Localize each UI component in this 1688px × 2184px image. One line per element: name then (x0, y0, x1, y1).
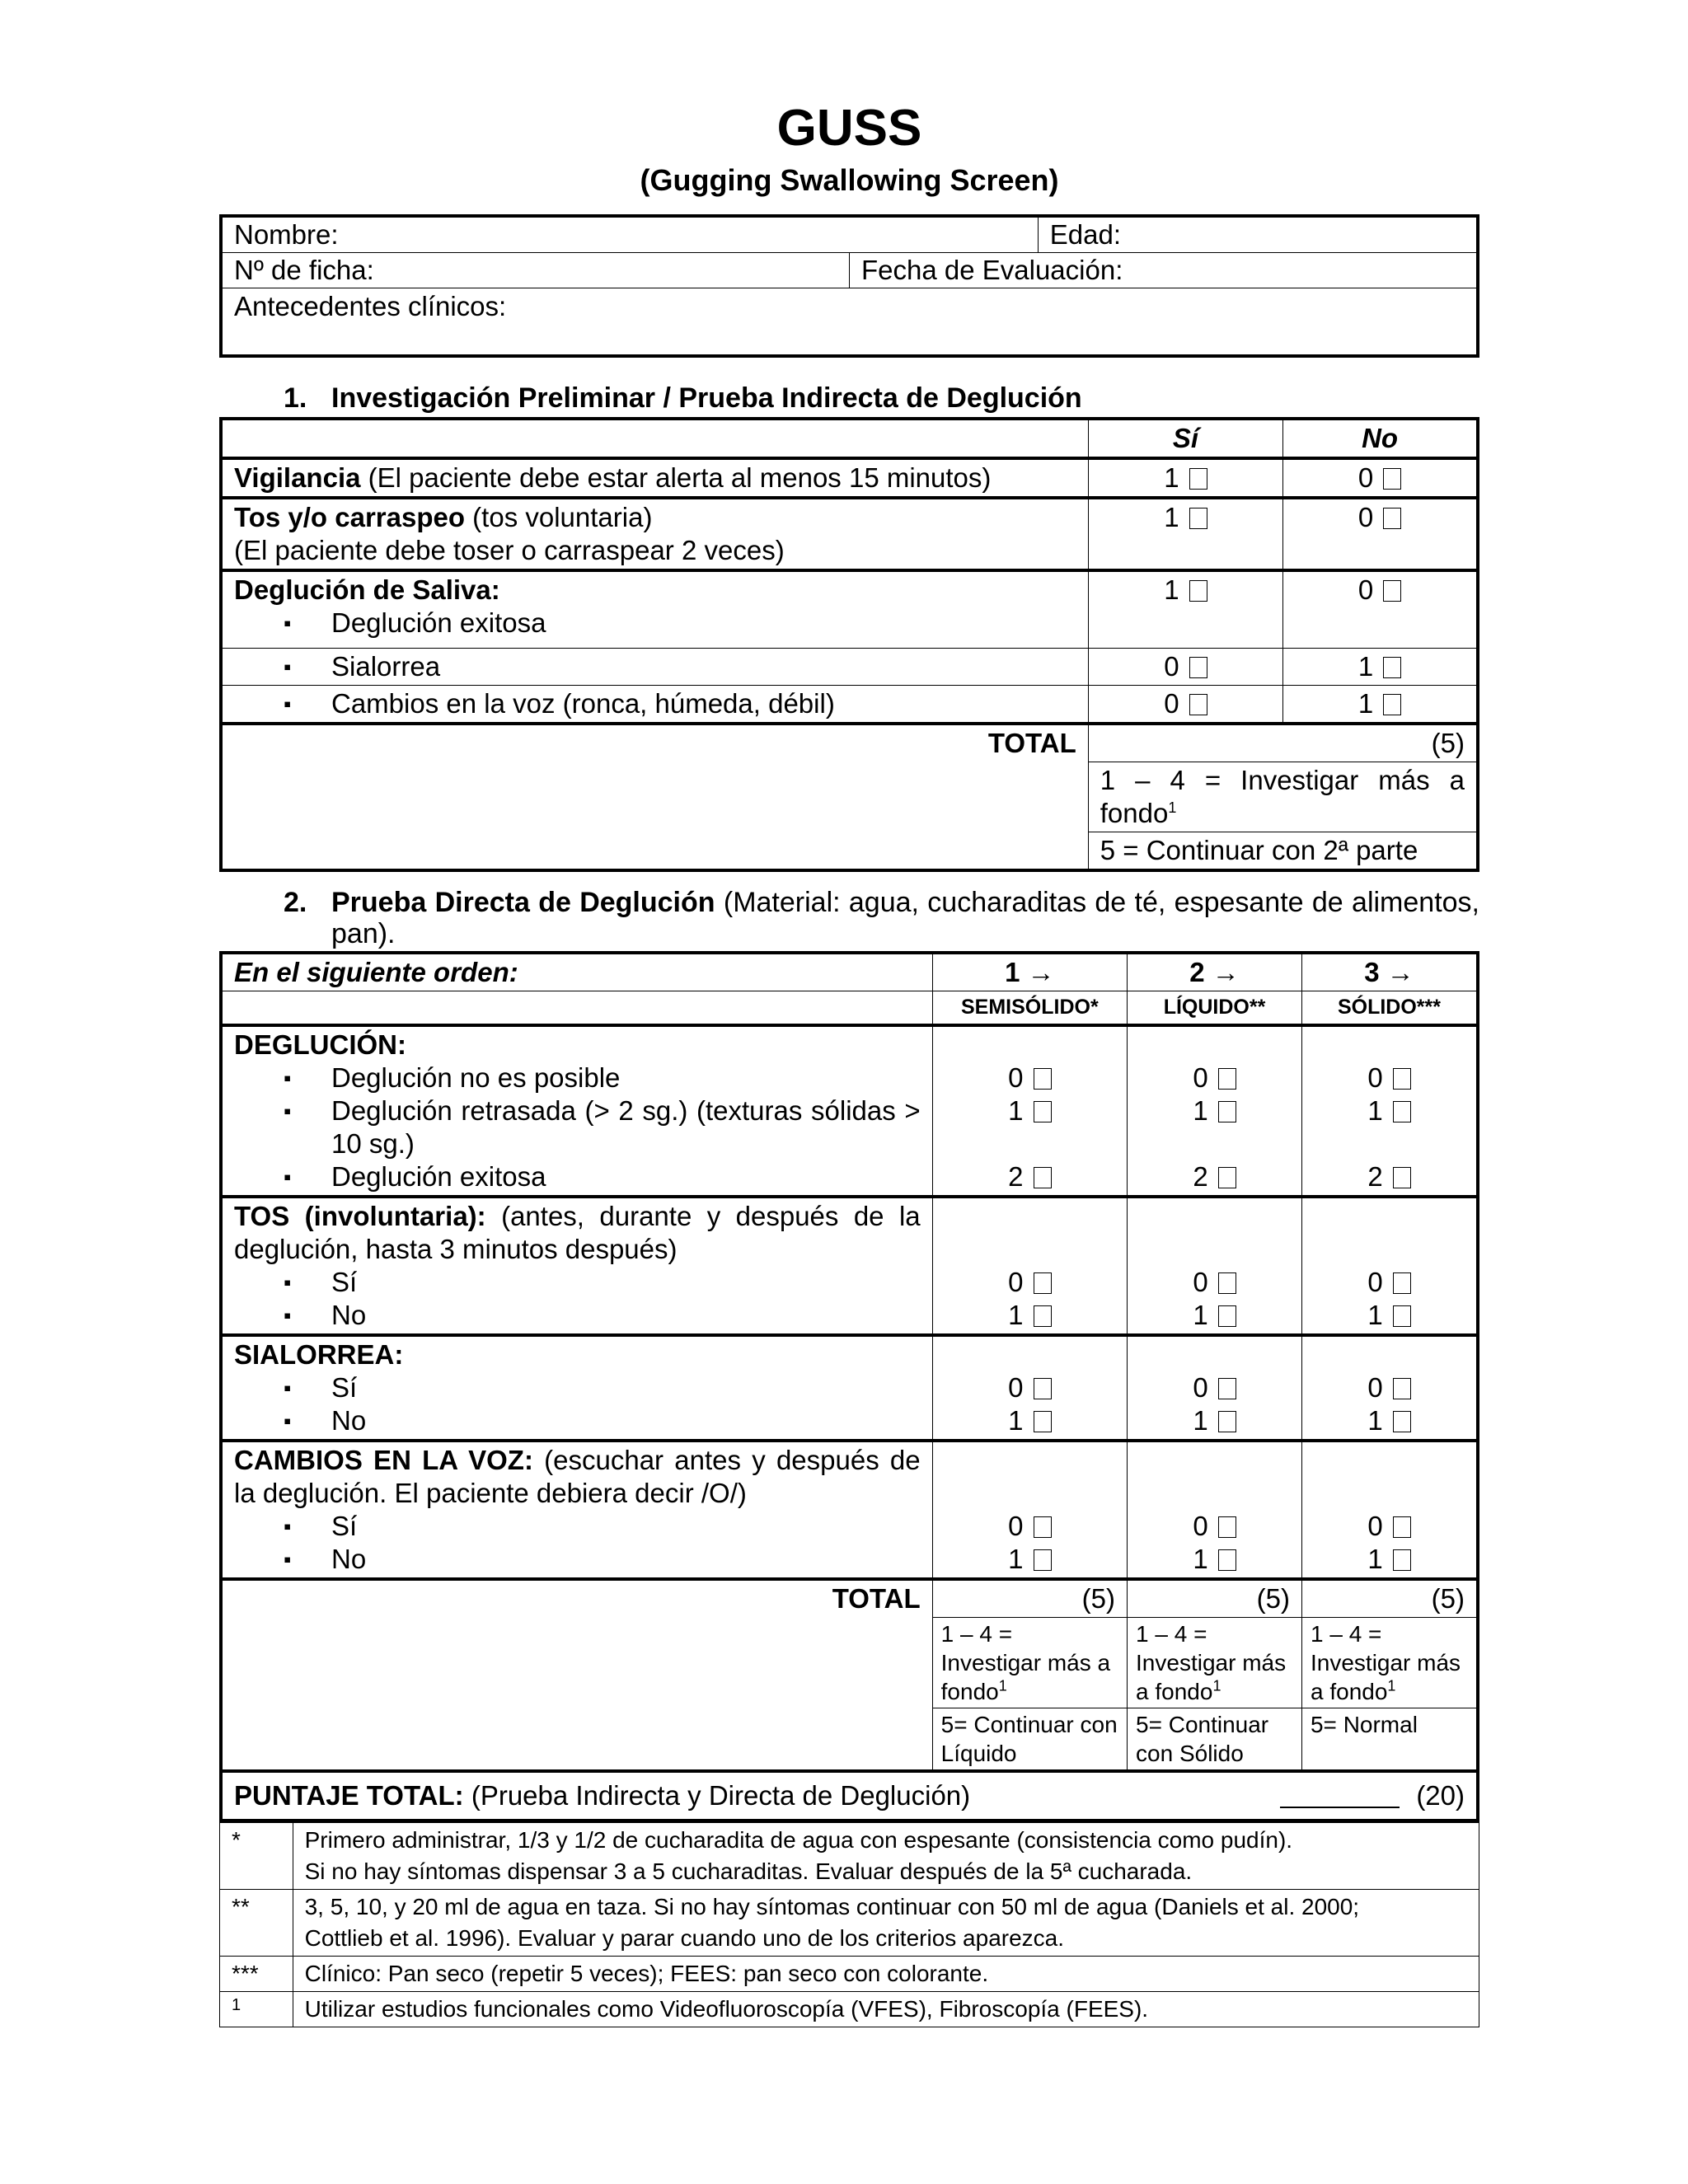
s1-voz-si[interactable]: 0 (1088, 686, 1282, 724)
checkbox-icon[interactable] (1393, 1101, 1411, 1122)
footnote-text-1: Primero administrar, 1/3 y 1/2 de cucharadita de agua con espesante (consistencia como pudín). Si no hay síntomas dispensar 3 a 5 cucharaditas. Evaluar después de la 5ª cucharada. (293, 1823, 1479, 1890)
s1-saliva-si[interactable]: 1 (1088, 570, 1282, 649)
checkbox-icon[interactable] (1218, 1411, 1236, 1432)
s1-vigilancia-no[interactable]: 0 (1283, 458, 1478, 498)
checkbox-icon[interactable] (1218, 1068, 1236, 1090)
footnote-text-4: Utilizar estudios funcionales como Videofluoroscopía (VFES), Fibroscopía (FEES). (293, 1992, 1479, 2027)
checkbox-icon[interactable] (1383, 580, 1401, 602)
guss-form (219, 99, 1479, 2027)
s2-sialorrea-col2[interactable]: 0 1 (1128, 1335, 1302, 1441)
s2-col-semisolido: SEMISÓLIDO* (932, 991, 1127, 1026)
s1-tos-si[interactable]: 1 (1088, 498, 1282, 570)
checkbox-icon[interactable] (1393, 1305, 1411, 1327)
checkbox-icon[interactable] (1034, 1305, 1052, 1327)
s2-sialorrea-col1[interactable]: 0 1 (932, 1335, 1127, 1441)
checkbox-icon[interactable] (1383, 657, 1401, 678)
s2-order-label: En el siguiente orden: (221, 953, 932, 991)
checkbox-icon[interactable] (1189, 580, 1207, 602)
checkbox-icon[interactable] (1034, 1101, 1052, 1122)
checkbox-icon[interactable] (1189, 657, 1207, 678)
checkbox-icon[interactable] (1393, 1411, 1411, 1432)
puntaje-total-row: PUNTAJE TOTAL: (Prueba Indirecta y Directa de Deglución) (20) (221, 1771, 1478, 1821)
footnote-text-3: Clínico: Pan seco (repetir 5 veces); FEES: pan seco con colorante. (293, 1957, 1479, 1992)
checkbox-icon[interactable] (1218, 1516, 1236, 1538)
footnote-text-2: 3, 5, 10, y 20 ml de agua en taza. Si no hay síntomas continuar con 50 ml de agua (Daniels et al. 2000; Cottlieb et al. 1996). Evaluar y parar cuando uno de los criterios aparezca. (293, 1890, 1479, 1957)
s1-total-label: TOTAL (221, 724, 1088, 870)
checkbox-icon[interactable] (1034, 1411, 1052, 1432)
s2-tos-col2[interactable]: 0 1 (1128, 1197, 1302, 1335)
s1-vigilancia-si[interactable]: 1 (1088, 458, 1282, 498)
s1-row-voz: ▪ Cambios en la voz (ronca, húmeda, débil) (221, 686, 1088, 724)
footnote-mark-1: * (220, 1823, 293, 1890)
s2-tos-col3[interactable]: 0 1 (1301, 1197, 1478, 1335)
page-title: GUSS (776, 100, 922, 157)
s2-deglucion: DEGLUCIÓN: ▪ Deglución no es posible ▪ Deglución retrasada (> 2 sg.) (texturas sólidas > 10 sg.) ▪ Deglución exitosa (221, 1025, 932, 1197)
s2-header-blank (221, 991, 932, 1026)
checkbox-icon[interactable] (1383, 694, 1401, 715)
checkbox-icon[interactable] (1383, 468, 1401, 490)
s2-col-liquido: LÍQUIDO** (1128, 991, 1302, 1026)
checkbox-icon[interactable] (1393, 1378, 1411, 1399)
s2-voz-col2[interactable]: 0 1 (1128, 1441, 1302, 1579)
s1-sialorrea-si[interactable]: 0 (1088, 649, 1282, 686)
checkbox-icon[interactable] (1393, 1549, 1411, 1571)
s2-total-col3[interactable]: (5) (1301, 1579, 1478, 1618)
checkbox-icon[interactable] (1218, 1305, 1236, 1327)
section1-table (219, 417, 1479, 872)
s2-deglucion-col2[interactable]: 0 1 2 (1128, 1025, 1302, 1197)
s2-result1-col1: 1 – 4 = Investigar más a fondo$^1$ (932, 1618, 1127, 1708)
s1-result-2: 5 = Continuar con 2ª parte (1088, 832, 1478, 871)
checkbox-icon[interactable] (1034, 1068, 1052, 1090)
s1-voz-no[interactable]: 1 (1283, 686, 1478, 724)
s1-row-vigilancia: Vigilancia (El paciente debe estar alerta al menos 15 minutos) (221, 458, 1088, 498)
s1-saliva-no[interactable]: 0 (1283, 570, 1478, 649)
s2-result2-col3: 5= Normal (1301, 1708, 1478, 1772)
s2-sialorrea-col3[interactable]: 0 1 (1301, 1335, 1478, 1441)
checkbox-icon[interactable] (1034, 1549, 1052, 1571)
checkbox-icon[interactable] (1218, 1549, 1236, 1571)
s2-voz: CAMBIOS EN LA VOZ: (escuchar antes y después de la deglución. El paciente debiera decir /O/) ▪ Sí ▪ No (221, 1441, 932, 1579)
checkbox-icon[interactable] (1393, 1167, 1411, 1188)
checkbox-icon[interactable] (1393, 1516, 1411, 1538)
checkbox-icon[interactable] (1189, 508, 1207, 529)
section2-table (219, 951, 1479, 1822)
checkbox-icon[interactable] (1034, 1167, 1052, 1188)
s2-tos: TOS (involuntaria): (antes, durante y después de la deglución, hasta 3 minutos después) ▪ Sí ▪ No (221, 1197, 932, 1335)
checkbox-icon[interactable] (1218, 1378, 1236, 1399)
s2-total-label: TOTAL (221, 1579, 932, 1771)
s2-col-solido: SÓLIDO*** (1301, 991, 1478, 1026)
s1-result-1: 1 – 4 = Investigar más a fondo$^1$ (1088, 762, 1478, 832)
s1-col-si: Sí (1088, 419, 1282, 458)
s2-step-3: 3 → (1301, 953, 1478, 991)
puntaje-total-input[interactable] (1280, 1807, 1400, 1808)
s1-col-no: No (1283, 419, 1478, 458)
patient-info-table (219, 214, 1479, 358)
s1-row-tos: Tos y/o carraspeo (tos voluntaria) (El paciente debe toser o carraspear 2 veces) (221, 498, 1088, 570)
s2-total-col1[interactable]: (5) (932, 1579, 1127, 1618)
checkbox-icon[interactable] (1218, 1101, 1236, 1122)
checkbox-icon[interactable] (1393, 1272, 1411, 1294)
s1-row-saliva: Deglución de Saliva: ▪ Deglución exitosa (221, 570, 1088, 649)
checkbox-icon[interactable] (1393, 1068, 1411, 1090)
checkbox-icon[interactable] (1218, 1272, 1236, 1294)
section1-title: 1. Investigación Preliminar / Prueba Indirecta de Deglución (284, 382, 1082, 414)
s2-result1-col3: 1 – 4 = Investigar más a fondo$^1$ (1301, 1618, 1478, 1708)
s1-row-sialorrea: ▪ Sialorrea (221, 649, 1088, 686)
s2-sialorrea: SIALORREA: ▪ Sí ▪ No (221, 1335, 932, 1441)
s2-result1-col2: 1 – 4 = Investigar más a fondo$^1$ (1128, 1618, 1302, 1708)
s1-sialorrea-no[interactable]: 1 (1283, 649, 1478, 686)
checkbox-icon[interactable] (1189, 468, 1207, 490)
ficha-field[interactable]: Nº de ficha: (221, 253, 850, 288)
fecha-field[interactable]: Fecha de Evaluación: (850, 253, 1479, 288)
checkbox-icon[interactable] (1189, 694, 1207, 715)
footnote-mark-2: ** (220, 1890, 293, 1957)
page-subtitle: (Gugging Swallowing Screen) (640, 163, 1059, 197)
checkbox-icon[interactable] (1383, 508, 1401, 529)
antecedentes-label: Antecedentes clínicos: (234, 291, 507, 321)
footnotes-table (219, 1822, 1479, 2027)
s2-step-1: 1 → (932, 953, 1127, 991)
s1-tos-no[interactable]: 0 (1283, 498, 1478, 570)
footnote-mark-3: *** (220, 1957, 293, 1992)
s1-header-blank (221, 419, 1088, 458)
s2-deglucion-col3[interactable]: 0 1 2 (1301, 1025, 1478, 1197)
s2-tos-col1[interactable]: 0 1 (932, 1197, 1127, 1335)
edad-field[interactable]: Edad: (1038, 216, 1478, 253)
s2-total-col2[interactable]: (5) (1128, 1579, 1302, 1618)
antecedentes-field[interactable] (221, 288, 1478, 357)
checkbox-icon[interactable] (1034, 1516, 1052, 1538)
s2-step-2: 2 → (1128, 953, 1302, 991)
s2-result2-col2: 5= Continuar con Sólido (1128, 1708, 1302, 1772)
s2-deglucion-col1[interactable]: 0 1 2 (932, 1025, 1127, 1197)
nombre-field[interactable]: Nombre: (221, 216, 1038, 253)
footnote-mark-4: 1 (220, 1992, 293, 2027)
s2-voz-col1[interactable]: 0 1 (932, 1441, 1127, 1579)
s2-voz-col3[interactable]: 0 1 (1301, 1441, 1478, 1579)
checkbox-icon[interactable] (1034, 1272, 1052, 1294)
section2-title: 2. Prueba Directa de Deglución (Material: agua, cucharaditas de té, espesante de alimentos, pan). (284, 887, 1479, 949)
checkbox-icon[interactable] (1218, 1167, 1236, 1188)
s1-total-value[interactable]: (5) (1088, 724, 1478, 762)
checkbox-icon[interactable] (1034, 1378, 1052, 1399)
s2-result2-col1: 5= Continuar con Líquido (932, 1708, 1127, 1772)
